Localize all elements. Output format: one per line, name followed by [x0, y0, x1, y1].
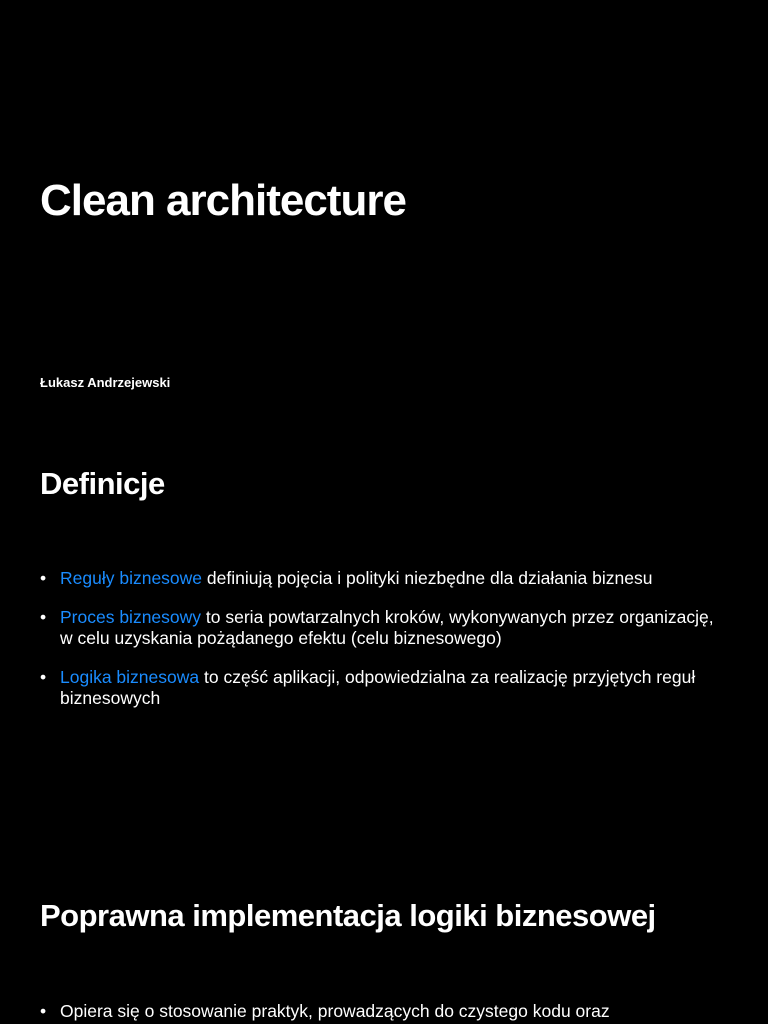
list-item [40, 1001, 728, 1022]
definition-term: Reguły biznesowe [60, 568, 203, 588]
definition-text: to część aplikacji, odpowiedzialna za realizację przyjętych reguł biznesowych [60, 667, 696, 708]
definition-text: to seria powtarzalnych kroków, wykonywanych przez organizację, w celu uzyskania pożądanego efektu (celu biznesowego) [60, 607, 714, 648]
bullet-icon: • [40, 1001, 47, 1021]
implementation-list [40, 1001, 728, 1024]
definitions-list [40, 568, 728, 727]
author-name: Łukasz Andrzejewski [40, 375, 171, 390]
list-item [40, 607, 728, 649]
definition-text: definiują pojęcia i polityki niezbędne dla działania biznesu [202, 568, 653, 588]
list-item [40, 568, 728, 589]
section-title-definitions: Definicje [40, 466, 165, 501]
section-title-implementation: Poprawna implementacja logiki biznesowej [40, 898, 656, 933]
definition-term: Logika biznesowa [60, 667, 200, 687]
implementation-text: Opiera się o stosowanie praktyk, prowadzących do czystego kodu oraz [60, 1001, 610, 1021]
presentation-title: Clean architecture [40, 176, 406, 225]
bullet-icon: • [40, 568, 47, 588]
bullet-icon: • [40, 667, 47, 687]
list-item [40, 667, 728, 709]
definition-term: Proces biznesowy [60, 607, 202, 627]
bullet-icon: • [40, 607, 47, 627]
